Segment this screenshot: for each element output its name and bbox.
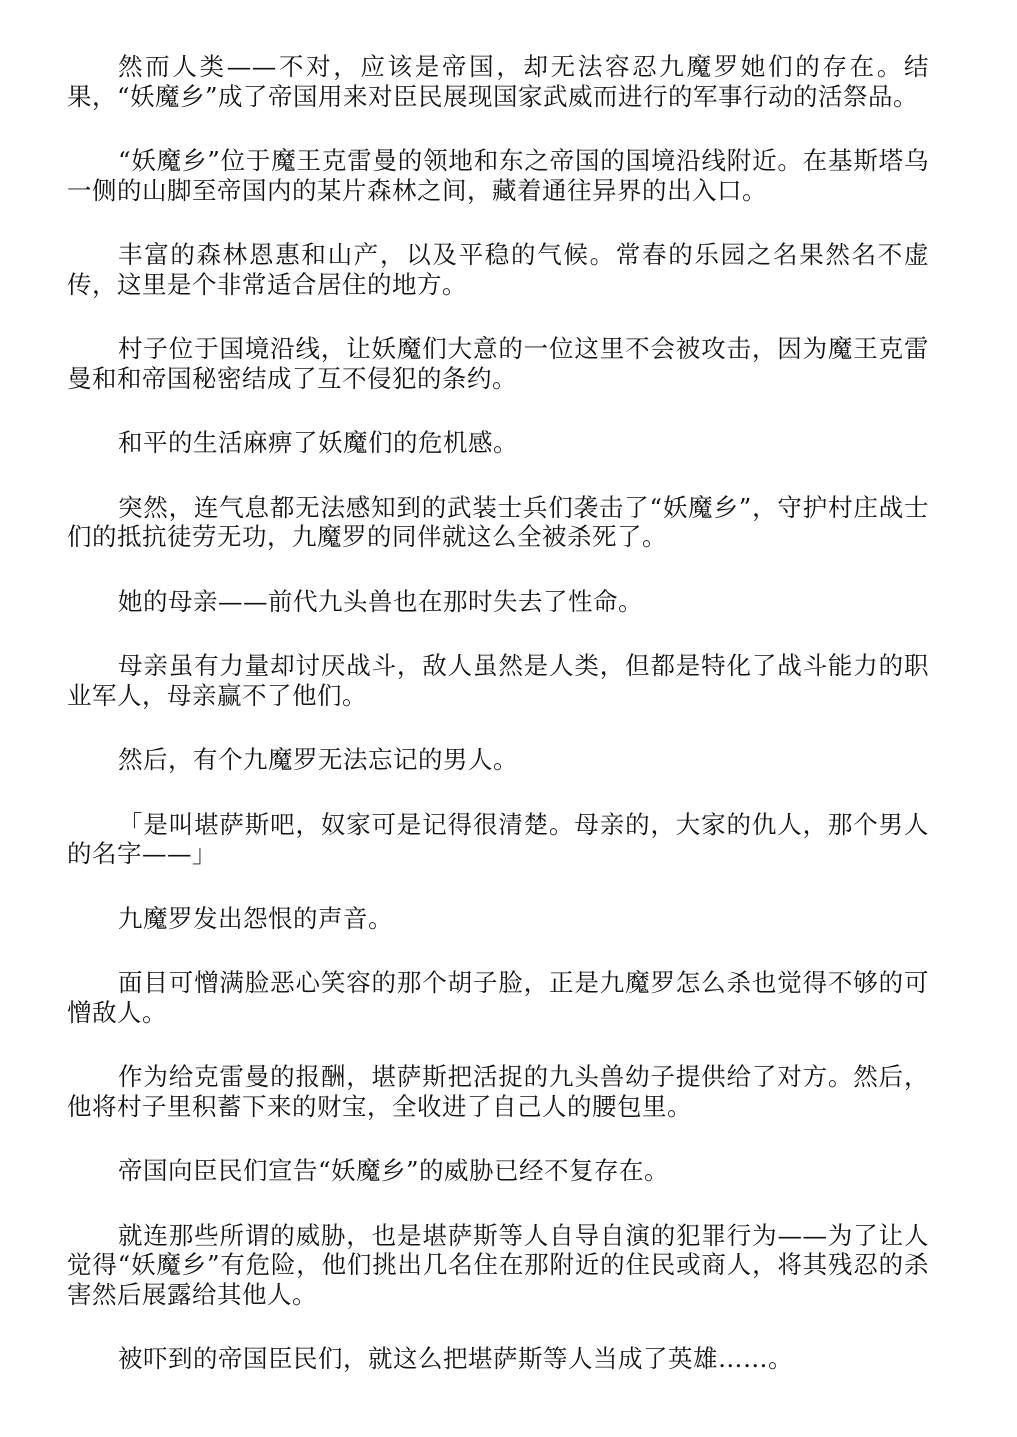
paragraph-9: 然后，有个九魔罗无法忘记的男人。 bbox=[118, 745, 518, 774]
paragraph-4: 村子位于国境沿线，让妖魔们大意的一位这里不会被攻击，因为魔王克雷曼和和帝国秘密结成了互不侵犯的条约。 bbox=[67, 334, 929, 393]
paragraph-2: “妖魔乡”位于魔王克雷曼的领地和东之帝国的国境沿线附近。在基斯塔乌一侧的山脚至帝国内的某片森林之间，藏着通往异界的出入口。 bbox=[67, 146, 929, 205]
paragraph-8: 母亲虽有力量却讨厌战斗，敌人虽然是人类，但都是特化了战斗能力的职业军人，母亲赢不了他们。 bbox=[67, 651, 929, 710]
document-page bbox=[67, 52, 929, 1409]
paragraph-5: 和平的生活麻痹了妖魔们的危机感。 bbox=[118, 428, 518, 457]
paragraph-1: 然而人类——不对，应该是帝国，却无法容忍九魔罗她们的存在。结果，“妖魔乡”成了帝国用来对臣民展现国家武威而进行的军事行动的活祭品。 bbox=[67, 52, 929, 111]
paragraph-15: 就连那些所谓的威胁，也是堪萨斯等人自导自演的犯罪行为——为了让人觉得“妖魔乡”有危险，他们挑出几名住在那附近的住民或商人，将其残忍的杀害然后展露给其他人。 bbox=[67, 1220, 929, 1309]
paragraph-16: 被吓到的帝国臣民们，就这么把堪萨斯等人当成了英雄……。 bbox=[118, 1344, 793, 1373]
paragraph-10-dialogue: 「是叫堪萨斯吧，奴家可是记得很清楚。母亲的，大家的仇人，那个男人的名字——」 bbox=[67, 809, 929, 868]
paragraph-11: 九魔罗发出怨恨的声音。 bbox=[118, 903, 393, 933]
paragraph-6: 突然，连气息都无法感知到的武装士兵们袭击了“妖魔乡”，守护村庄战士们的抵抗徒劳无功，九魔罗的同伴就这么全被杀死了。 bbox=[67, 492, 929, 551]
paragraph-7: 她的母亲——前代九头兽也在那时失去了性命。 bbox=[118, 586, 643, 616]
paragraph-13: 作为给克雷曼的报酬，堪萨斯把活捉的九头兽幼子提供给了对方。然后，他将村子里积蓄下来的财宝，全收进了自己人的腰包里。 bbox=[67, 1062, 929, 1121]
paragraph-3: 丰富的森林恩惠和山产，以及平稳的气候。常春的乐园之名果然名不虚传，这里是个非常适合居住的地方。 bbox=[67, 240, 929, 299]
paragraph-14: 帝国向臣民们宣告“妖魔乡”的威胁已经不复存在。 bbox=[118, 1156, 670, 1185]
paragraph-12: 面目可憎满脸恶心笑容的那个胡子脸，正是九魔罗怎么杀也觉得不够的可憎敌人。 bbox=[67, 968, 929, 1027]
